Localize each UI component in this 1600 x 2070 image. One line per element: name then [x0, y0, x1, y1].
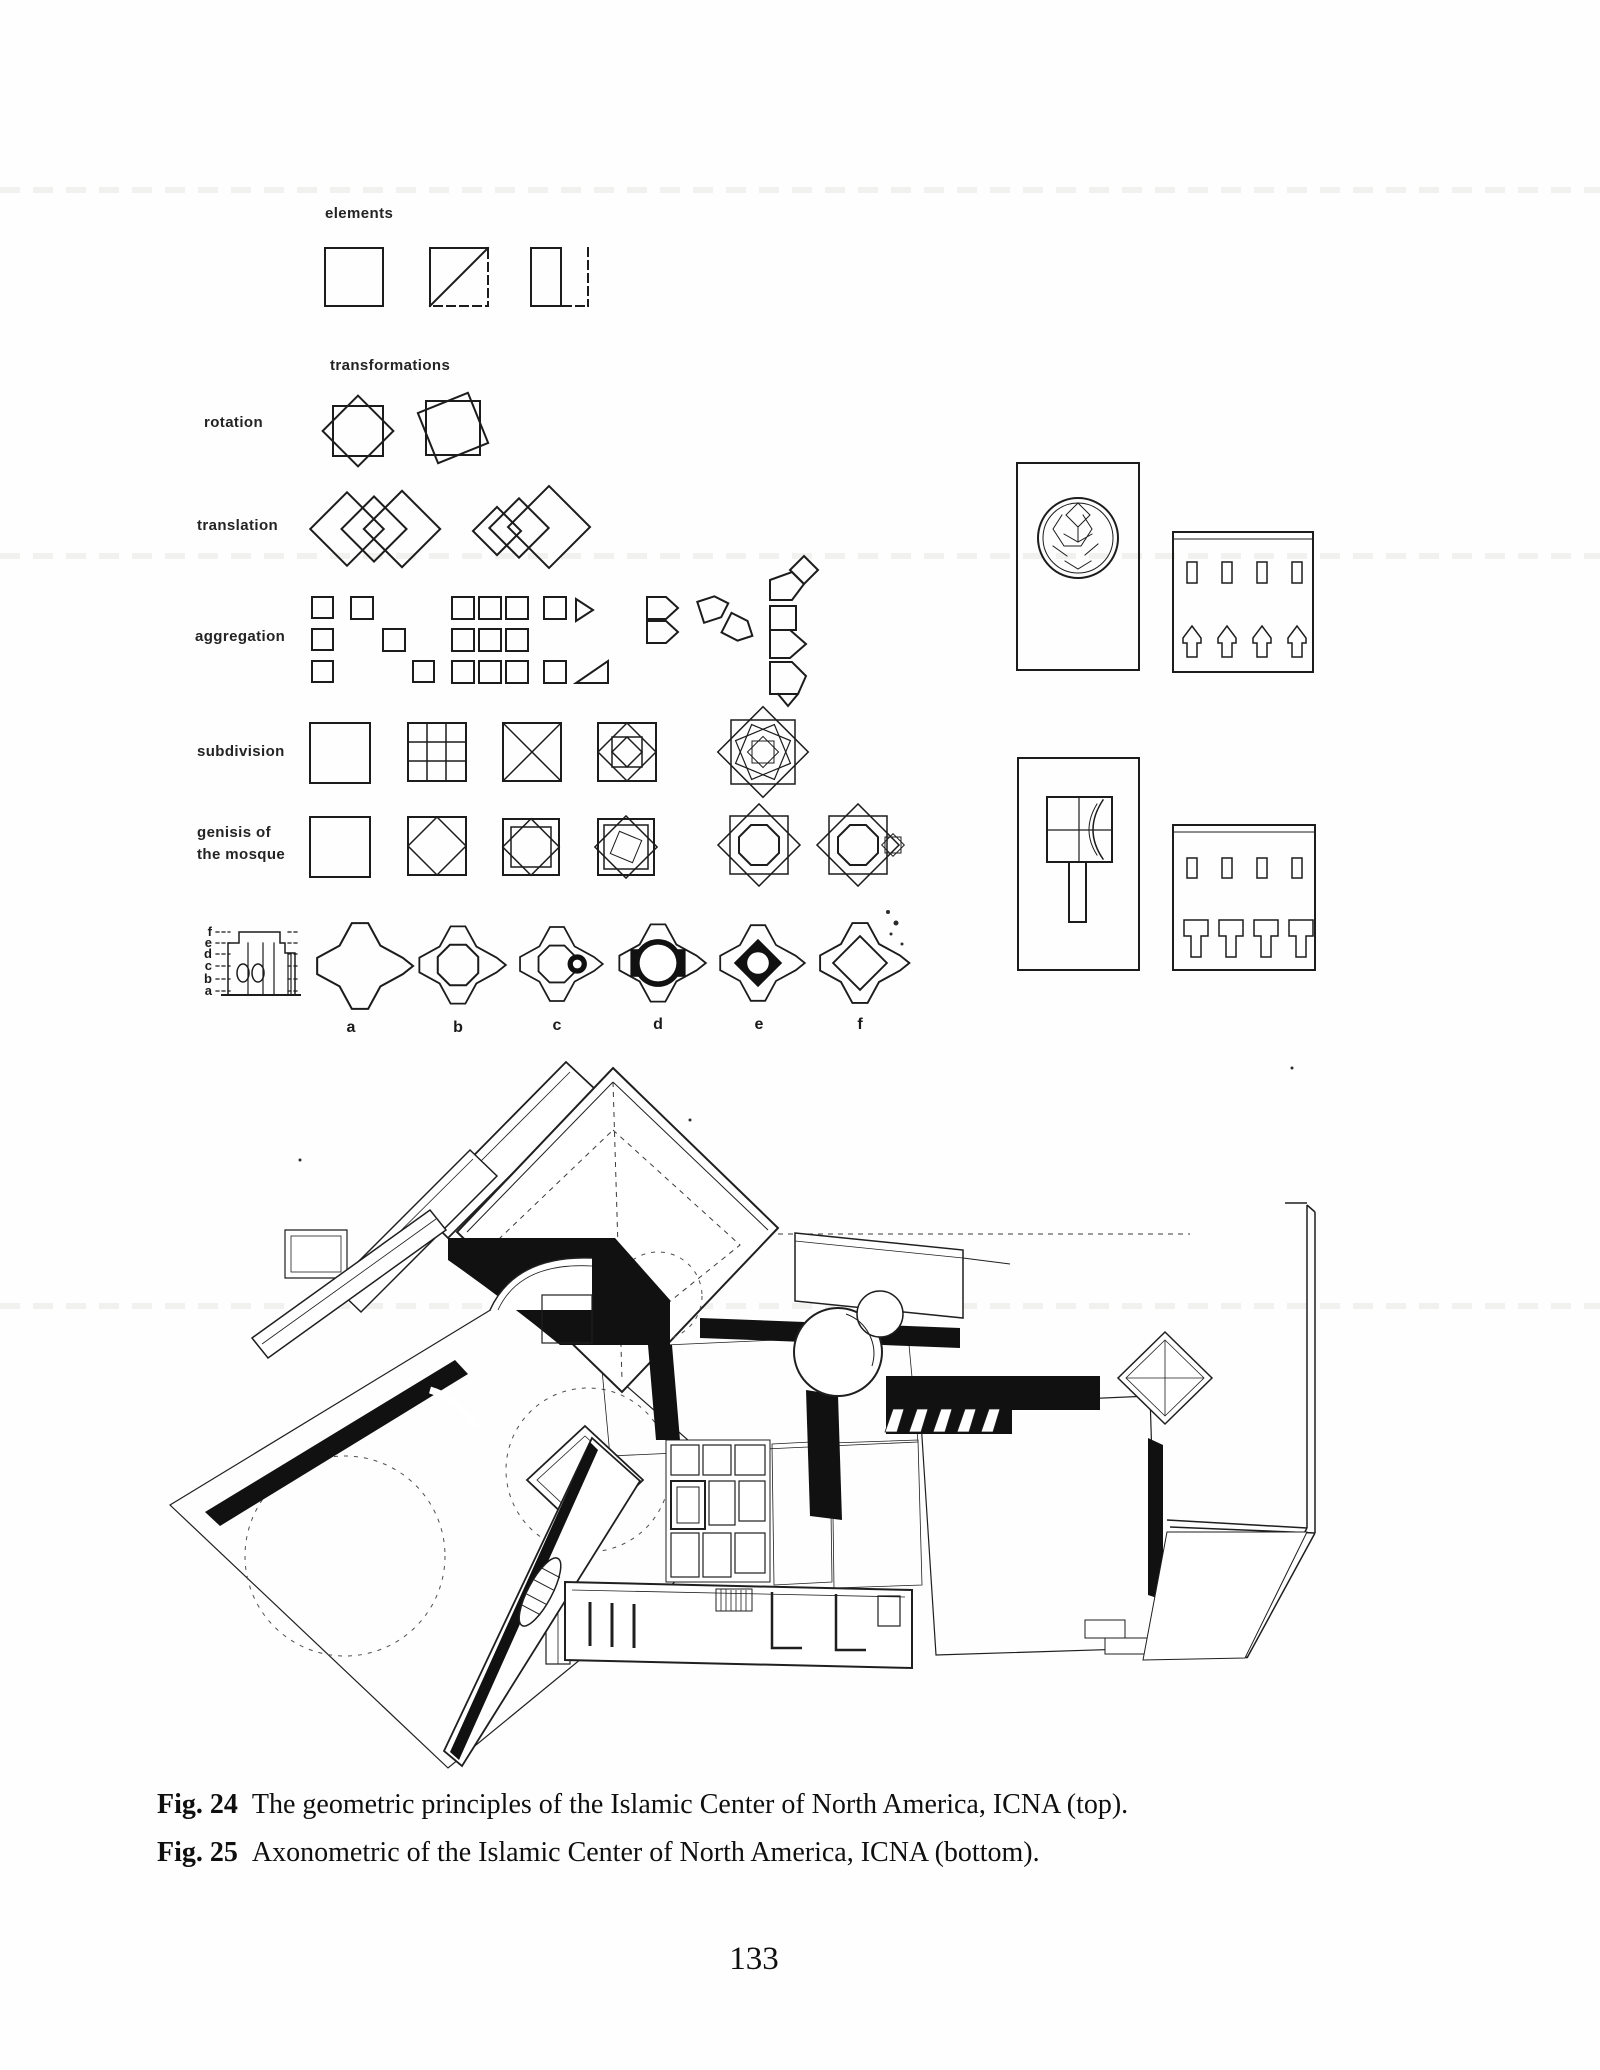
- row-label-rotation: rotation: [204, 414, 264, 431]
- slab-shadow-band-2: [885, 1376, 1100, 1434]
- translation-shapes: [310, 486, 590, 568]
- rotation-shapes: [323, 393, 489, 467]
- caption-fig25-text: Axonometric of the Islamic Center of North America, ICNA (bottom).: [251, 1837, 1040, 1868]
- level-label-f: f: [207, 924, 212, 939]
- pier-shadow: [806, 1390, 842, 1520]
- stage-label-f: f: [857, 1016, 863, 1033]
- level-label-e: e: [204, 935, 212, 950]
- fig25-axonometric-drawing: [140, 1040, 1370, 1800]
- coffered-ceiling: [666, 1440, 770, 1582]
- level-label-d: d: [204, 946, 212, 961]
- plan-stage-d: [619, 924, 705, 1001]
- boundary-wall-right: [1143, 1203, 1315, 1660]
- west-wing-slab: [252, 1210, 446, 1358]
- transformations-heading: transformations: [330, 357, 451, 374]
- plan-stage-f: [820, 923, 909, 1003]
- rosette-star: [718, 707, 809, 798]
- level-label-a: a: [204, 983, 212, 998]
- grid-edge-shadow-band: [205, 1360, 476, 1526]
- plan-stage-a: [317, 923, 413, 1009]
- elements-heading: elements: [325, 205, 394, 222]
- row-label-genesis-line2: the mosque: [197, 846, 286, 863]
- row-label-subdivision: subdivision: [197, 743, 285, 760]
- ground-grid-right: [920, 1396, 1158, 1655]
- caption-fig24: [157, 1789, 1417, 1821]
- plan-stage-c: [520, 927, 603, 1001]
- caption-fig24-text: The geometric principles of the Islamic Center of North America, ICNA (top).: [251, 1789, 1129, 1820]
- fig24-geometric-principles-diagram: [140, 140, 1360, 1040]
- level-label-c: c: [204, 958, 212, 973]
- row-label-genesis-line1: genisis of: [197, 824, 272, 841]
- aggregation-shapes: [312, 556, 818, 706]
- caption-fig24-tag: Fig. 24: [157, 1789, 238, 1820]
- elements-row-shapes: [325, 248, 588, 306]
- roof-slab-east: [795, 1233, 1010, 1318]
- level-label-b: b: [204, 971, 212, 986]
- page-number: 133: [729, 1941, 779, 1977]
- plan-stage-e: [720, 925, 805, 1001]
- facade-panel-keyhole-windows: [1173, 532, 1313, 672]
- facade-panel-crescent-window: [1018, 758, 1139, 970]
- caption-fig25: [157, 1837, 1417, 1869]
- stage-label-c: c: [552, 1017, 562, 1034]
- subdivision-shapes: [310, 707, 808, 798]
- facade-panel-rose-window: [1017, 463, 1139, 670]
- section-key-drawing: [216, 932, 300, 995]
- stage-label-d: d: [653, 1016, 663, 1033]
- stage-label-e: e: [754, 1016, 764, 1033]
- stage-label-b: b: [453, 1019, 463, 1036]
- row-label-translation: translation: [197, 517, 279, 534]
- row-label-aggregation: aggregation: [195, 628, 286, 645]
- facade-panel-t-windows: [1173, 825, 1315, 970]
- caption-fig25-tag: Fig. 25: [157, 1837, 238, 1868]
- annex-wing: [565, 1582, 912, 1668]
- stage-label-a: a: [346, 1019, 356, 1036]
- plan-stage-b: [419, 926, 505, 1003]
- genesis-shapes: [310, 804, 904, 886]
- floor-grid-medium: [832, 1440, 922, 1588]
